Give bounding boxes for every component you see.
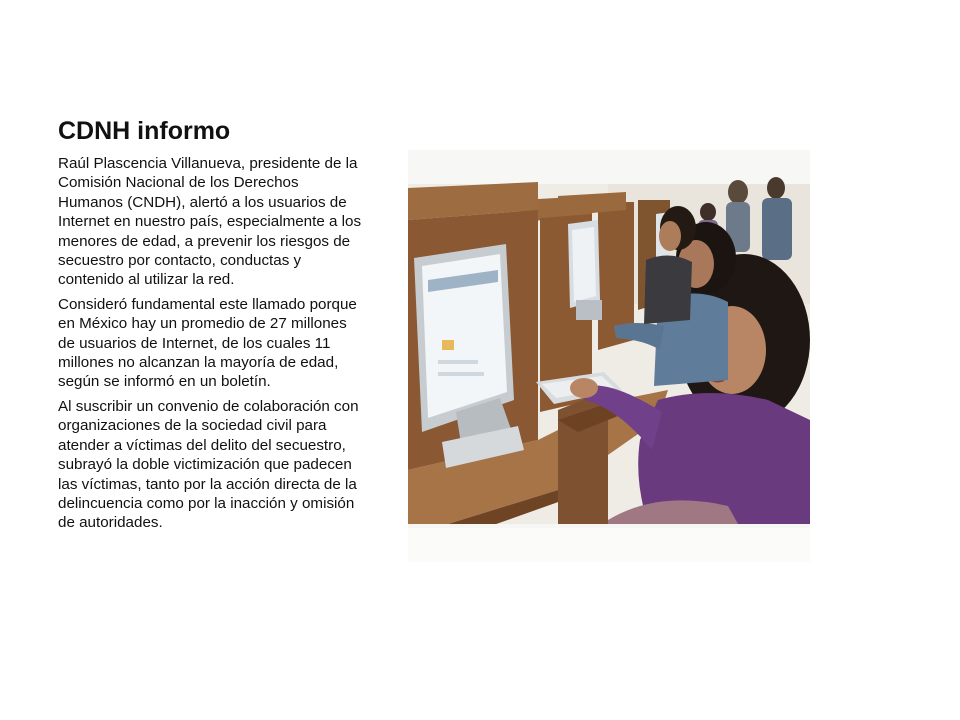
body-text [58, 154, 366, 538]
slide-title: CDNH informo [58, 117, 231, 145]
paragraph-1: Raúl Plascencia Villanueva, presidente de la Comisión Nacional de los Derechos Humanos (CNDH), alertó a los usuarios de Internet en nuestro país, especialmente a los menores de edad, a prevenir los riesgos de secuestro por contacto, conductas y contenido al utilizar la red. [58, 155, 362, 289]
paragraph-3: Al suscribir un convenio de colaboración con organizaciones de la sociedad civil para atender a víctimas del delito del secuestro, subrayó la doble victimización que padecen las víctimas, tanto por la acción directa de la delincuencia como por la inacción y omisión de autoridades. [58, 397, 359, 532]
photo-illustration [408, 150, 810, 562]
paragraph-2: Consideró fundamental este llamado porque en México hay un promedio de 27 millones de usuarios de Internet, de los cuales 11 millones no alcanzan la mayoría de edad, según se informó en un boletín. [58, 295, 357, 391]
computer-lab-photo [408, 150, 810, 562]
